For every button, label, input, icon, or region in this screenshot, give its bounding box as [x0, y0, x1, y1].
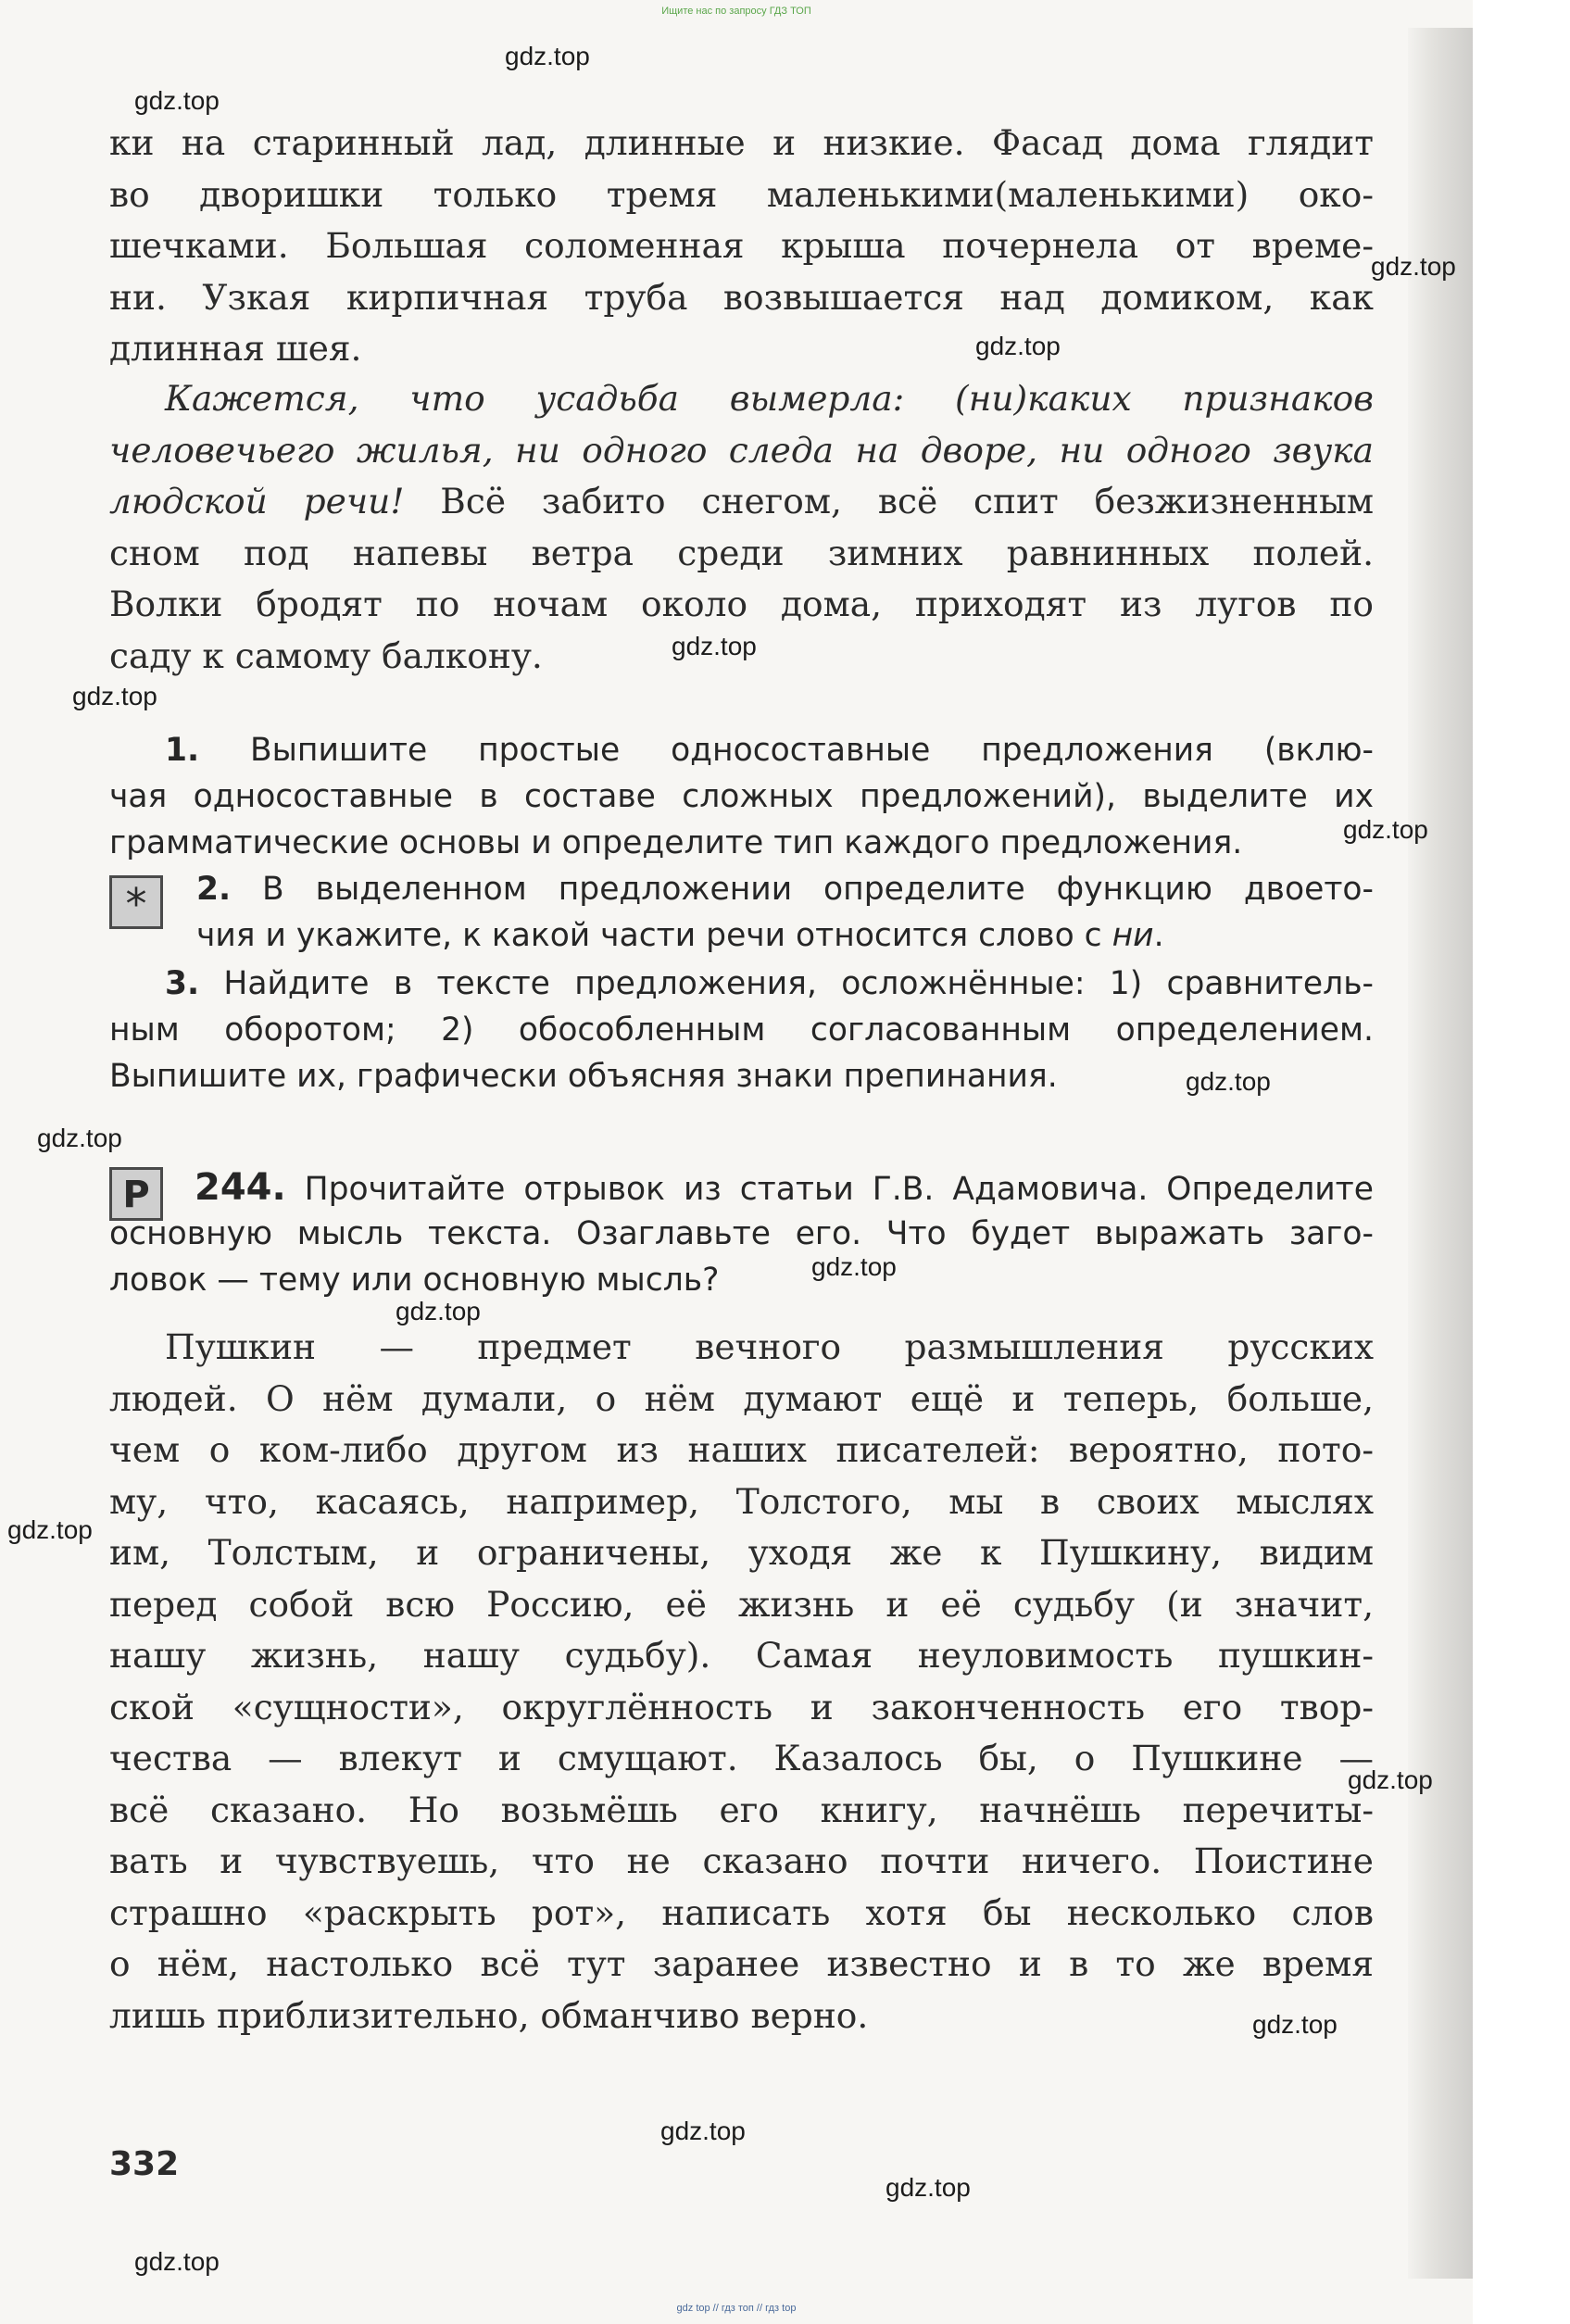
text-line: о нём, настолько всё тут заранее известно и в то же время: [109, 1943, 1374, 1984]
watermark: gdz.top: [396, 1297, 481, 1325]
watermark: gdz.top: [975, 332, 1061, 360]
text-line: людей. О нём думали, о нём думают ещё и теперь, больше,: [109, 1377, 1374, 1419]
task-line: грамматические основы и определите тип каждого предложения.: [109, 824, 1243, 861]
task-text: .: [1153, 917, 1164, 954]
task-line: [109, 1164, 1374, 1211]
watermark: gdz.top: [7, 1515, 93, 1544]
paragraph-2: [109, 373, 1374, 682]
task-line: ловок — тему или основную мысль?: [109, 1262, 720, 1299]
text-line: нашу жизнь, нашу судьбу). Самая неуловимость пушкин-: [109, 1635, 1374, 1676]
text-line: чем о ком-либо другом из наших писателей: вероятно, пото-: [109, 1429, 1374, 1470]
task-number: 3.: [165, 965, 200, 1002]
watermark: gdz.top: [72, 682, 157, 710]
watermark: gdz.top: [505, 42, 590, 70]
task-text: чия и укажите, к какой части речи относится слово с: [196, 917, 1112, 954]
task-number: 1.: [165, 732, 200, 769]
exercise-244: [109, 1164, 1374, 1303]
text-line: Пушкин — предмет вечного размышления русских: [165, 1326, 1374, 1367]
watermark: gdz.top: [37, 1124, 122, 1152]
task-line: [109, 961, 1374, 1007]
paragraph-1: [109, 118, 1374, 375]
text-line: сном под напевы ветра среди зимних равнинных полей.: [109, 532, 1374, 573]
highlighted-sentence-end: людской речи!: [109, 481, 405, 521]
page-number: 332: [109, 2145, 180, 2183]
asterisk-icon: *: [109, 875, 163, 929]
text-line: саду к самому балкону.: [109, 634, 543, 676]
task-text: Найдите в тексте предложения, осложнённые: 1) сравнитель-: [199, 965, 1374, 1002]
watermark: gdz.top: [134, 2247, 220, 2276]
text-line: шечками. Большая соломенная крыша почернела от време-: [109, 225, 1374, 266]
watermark: gdz.top: [134, 86, 220, 115]
task-text: В выделенном предложении определите функцию двоето-: [231, 871, 1374, 908]
highlighted-sentence-line: Кажется, что усадьба вымерла: (ни)каких признаков: [165, 378, 1374, 419]
task-text: Выпишите простые односоставные предложения (вклю-: [199, 732, 1374, 769]
task-line: ным оборотом; 2) обособленным согласованным определением.: [109, 1011, 1374, 1049]
text-line: длинная шея.: [109, 328, 362, 369]
task-text-italic: ни: [1112, 917, 1154, 954]
task-1: [109, 727, 1374, 866]
text-line: лишь приблизительно, обманчиво верно.: [109, 1994, 869, 2036]
task-line: основную мысль текста. Озаглавьте его. Что будет выражать заго-: [109, 1215, 1374, 1252]
task-text: Прочитайте отрывок из статьи Г.В. Адамовича. Определите: [285, 1171, 1374, 1208]
bottom-banner: gdz top // гдз топ // гдз top: [676, 2303, 797, 2314]
top-banner: Ищите нас по запросу ГДЗ ТОП: [661, 6, 811, 17]
text-line: во двоpишки только тремя маленькими(маленькими) око-: [109, 173, 1374, 215]
r-icon: Р: [109, 1167, 163, 1221]
highlighted-sentence-line: человечьего жилья, ни одного следа на дворе, ни одного звука: [109, 429, 1374, 471]
page-edge-shadow: [1408, 28, 1473, 2279]
text-line: ки на старинный лад, длинные и низкие. Фасад дома глядит: [109, 122, 1374, 163]
task-3: [109, 961, 1374, 1099]
text-segment: Всё забито снегом, всё спит безжизненным: [404, 481, 1374, 521]
watermark: gdz.top: [672, 632, 757, 660]
text-line: Волки бродят по ночам около дома, приходят из лугов по: [109, 584, 1374, 624]
watermark: gdz.top: [1186, 1067, 1271, 1096]
text-line: му, что, касаясь, например, Толстого, мы в своих мыслях: [109, 1480, 1374, 1522]
text-line: ской «сущности», округлённость и законченность его твор-: [109, 1686, 1374, 1727]
watermark: gdz.top: [1371, 252, 1456, 281]
watermark: gdz.top: [1348, 1765, 1433, 1794]
text-line: вать и чувствуешь, что не сказано почти ничего. Поистине: [109, 1840, 1374, 1881]
exercise-number: 244.: [195, 1166, 286, 1209]
task-line: [196, 912, 1374, 959]
watermark: gdz.top: [885, 2173, 971, 2202]
task-line: [109, 727, 1374, 773]
text-line: им, Толстым, и ограничены, уходя же к Пушкину, видим: [109, 1532, 1374, 1573]
text-line: [109, 476, 1374, 528]
task-line: Выпишите их, графически объясняя знаки препинания.: [109, 1058, 1058, 1095]
watermark: gdz.top: [811, 1252, 897, 1281]
watermark: gdz.top: [1343, 815, 1428, 844]
text-line: ни. Узкая кирпичная труба возвышается над домиком, как: [109, 276, 1374, 318]
paragraph-3: [109, 1322, 1374, 2041]
watermark: gdz.top: [660, 2117, 746, 2145]
text-line: всё сказано. Но возьмёшь его книгу, начнёшь перечиты-: [109, 1789, 1374, 1830]
text-line: страшно «раскрыть рот», написать хотя бы несколько слов: [109, 1891, 1374, 1933]
task-line: [196, 866, 1374, 912]
task-number: 2.: [196, 871, 232, 908]
text-line: перед собой всю Россию, её жизнь и её судьбу (и значит,: [109, 1583, 1374, 1625]
text-line: чества — влекут и смущают. Казалось бы, о Пушкине —: [109, 1738, 1374, 1778]
task-2: [196, 866, 1374, 959]
task-line: чая односоставные в составе сложных предложений), выделите их: [109, 778, 1374, 815]
watermark: gdz.top: [1252, 2010, 1338, 2039]
